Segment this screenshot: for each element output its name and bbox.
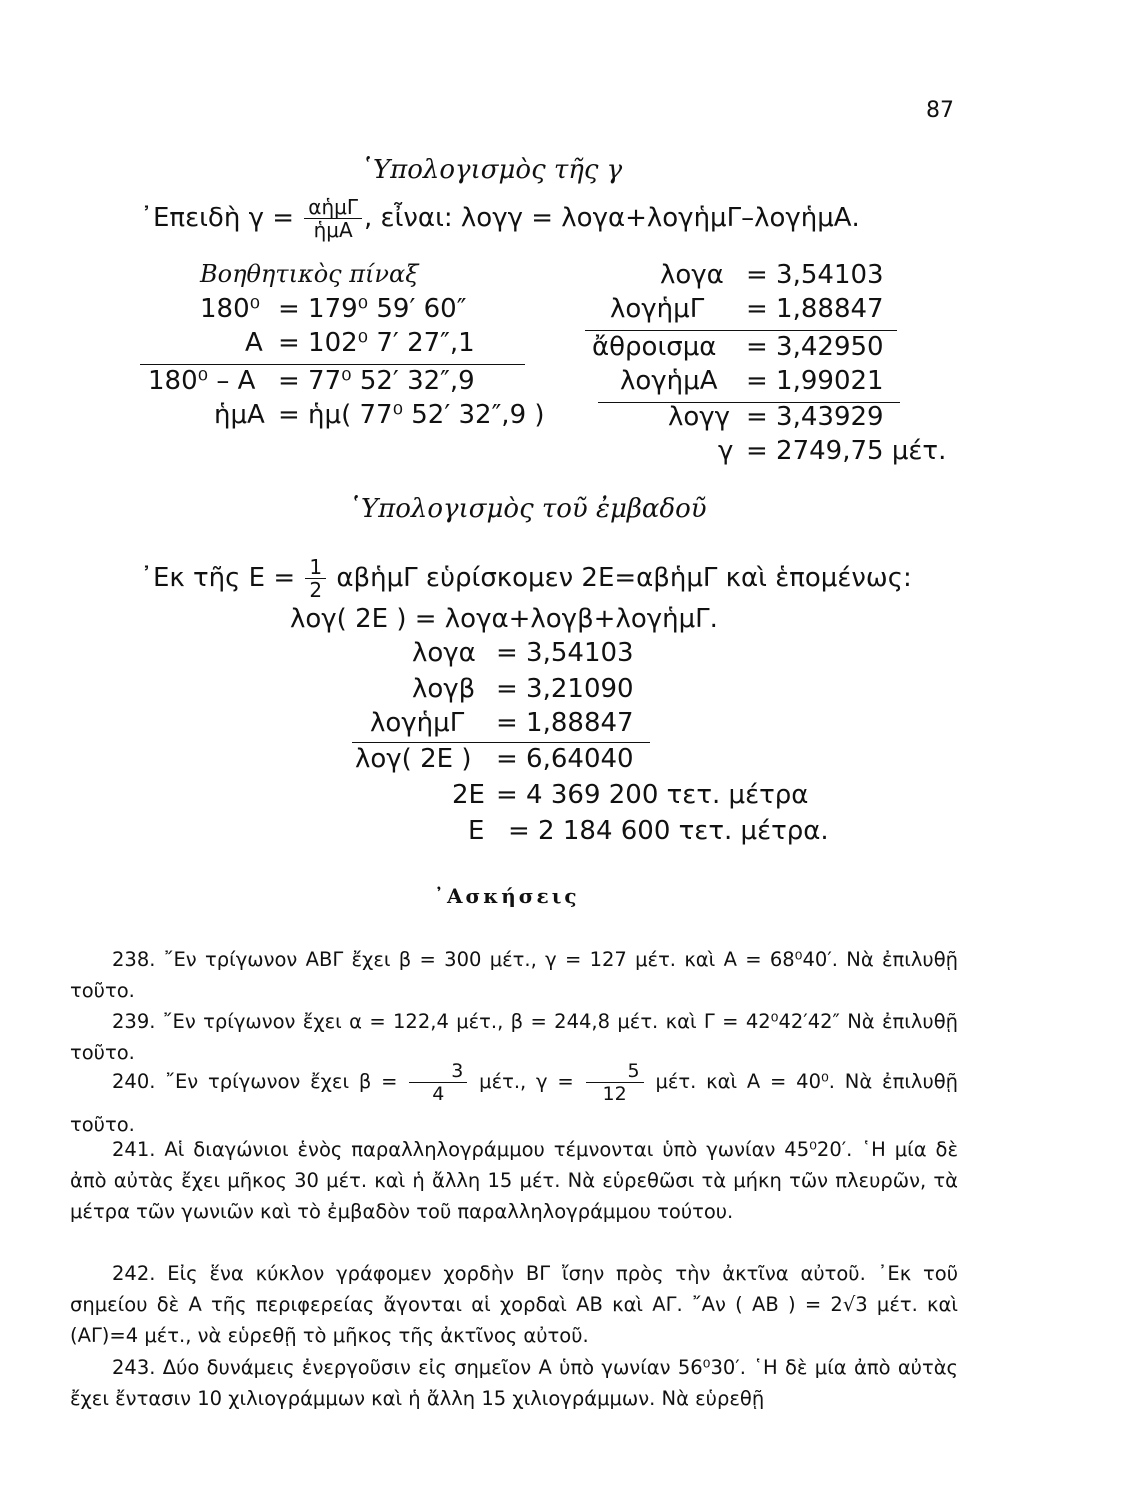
fraction-numerator: αἡμΓ [304, 196, 362, 219]
fraction-numerator: 5 [586, 1060, 644, 1083]
left-row: ἡμΑ [214, 400, 265, 430]
fraction-denominator: 4 [432, 1083, 445, 1105]
right-row: λογγ [668, 402, 731, 432]
exercise-number: 239. [112, 1010, 156, 1033]
auxiliary-table-title: Βοηθητικὸς πίναξ [200, 260, 419, 288]
exercise-238 [70, 944, 958, 1006]
exercise-number: 242. [112, 1262, 156, 1285]
left-row: Α [245, 328, 263, 358]
area-row-value: = 4 369 200 τετ. μέτρα [496, 780, 809, 810]
right-row-value: = 3,42950 [746, 332, 884, 362]
area-row-value: = 3,54103 [496, 638, 634, 668]
divider [352, 742, 650, 743]
intro-suffix: , εἶναι: λογγ = λογα+λογἡμΓ–λογἡμΑ. [364, 203, 860, 233]
intro-suffix: αβἡμΓ εὑρίσκομεν 2Ε=αβἡμΓ καὶ ἑπομένως: [336, 563, 912, 593]
left-row: 180⁰ – Α [148, 366, 256, 396]
exercise-text: Αἱ διαγώνιοι ἑνὸς παραλληλογράμμου τέμνονται ὑπὸ γωνίαν 45⁰20′. ῾Η μία δὲ ἀπὸ αὐτὰς ἔχει μῆκος 30 μέτ. καὶ ἡ ἄλλη 15 μέτ. Νὰ εὑρεθῶσι τὰ μήκη τῶν πλευρῶν, τὰ μέτρα τῶν γωνιῶν καὶ τὸ ἐμβαδὸν τοῦ παραλληλογράμμου τούτου. [70, 1138, 958, 1223]
exercise-text: ῎Εν τρίγωνον ἔχει β = [165, 1070, 398, 1093]
fraction [304, 196, 362, 241]
exercises-title: ᾿Ασκήσεις [434, 884, 580, 908]
area-row-value: = 3,21090 [496, 674, 634, 704]
fraction-denominator: 12 [602, 1083, 627, 1105]
intro-equation-gamma [140, 196, 860, 241]
right-row-value: = 2749,75 μέτ. [746, 436, 947, 466]
area-row-value: = 6,64040 [496, 744, 634, 774]
area-row: λογ( 2Ε ) [355, 744, 472, 774]
exercise-239 [70, 1006, 958, 1068]
exercise-240 [70, 1060, 958, 1145]
fraction-numerator: 3 [409, 1060, 467, 1083]
exercise-241 [70, 1134, 958, 1227]
fraction-denominator: ἡμΑ [313, 218, 353, 242]
left-row-value: = 77⁰ 52′ 32″,9 [278, 366, 475, 396]
area-row: Ε [468, 816, 485, 846]
right-row: γ [718, 436, 734, 466]
right-row: λογα [660, 260, 724, 290]
right-row: ἄθροισμα [592, 332, 717, 362]
area-row: λογα [412, 638, 476, 668]
left-row-value: = 102⁰ 7′ 27″,1 [278, 328, 475, 358]
divider [585, 330, 897, 331]
left-row-value: = ἡμ( 77⁰ 52′ 32″,9 ) [278, 400, 545, 430]
right-row: λογἡμΑ [620, 366, 718, 396]
exercise-number: 240. [112, 1070, 156, 1093]
area-row: λογἡμΓ [370, 708, 465, 738]
log-formula: λογ( 2Ε ) = λογα+λογβ+λογἡμΓ. [290, 604, 718, 634]
area-row-value: = 2 184 600 τετ. μέτρα. [508, 816, 829, 846]
fraction [305, 556, 326, 601]
right-row-value: = 1,88847 [746, 294, 884, 324]
right-row-value: = 1,99021 [746, 366, 884, 396]
intro-equation-area [140, 556, 912, 601]
right-row-value: = 3,43929 [746, 402, 884, 432]
exercise-number: 243. [112, 1356, 156, 1379]
exercise-number: 238. [112, 948, 156, 971]
area-row-value: = 1,88847 [496, 708, 634, 738]
area-row: 2Ε [452, 780, 485, 810]
intro-prefix: ᾿Εκ τῆς Ε = [140, 563, 296, 593]
fraction [409, 1060, 467, 1105]
exercise-text: ῎Εν τρίγωνον ΑΒΓ ἔχει β = 300 μέτ., γ = 127 μέτ. καὶ Α = 68⁰40′. Νὰ ἐπιλυθῇ τοῦτο. [70, 948, 958, 1002]
exercise-242 [70, 1258, 958, 1351]
exercise-243 [70, 1352, 958, 1414]
fraction-numerator: 1 [305, 556, 326, 579]
exercise-text: Δύο δυνάμεις ἐνεργοῦσιν εἰς σημεῖον Α ὑπὸ γωνίαν 56⁰30′. ῾Η δὲ μία ἀπὸ αὐτὰς ἔχει ἔντασιν 10 χιλιογράμμων καὶ ἡ ἄλλη 15 χιλιογράμμων. Νὰ εὑρεθῇ [70, 1356, 958, 1410]
right-row-value: = 3,54103 [746, 260, 884, 290]
exercise-text: μέτ. καὶ Α = 40⁰. Νὰ ἐπιλυθῇ τοῦτο. [70, 1070, 959, 1136]
right-row: λογἡμΓ [610, 294, 705, 324]
fraction [586, 1060, 644, 1105]
fraction-denominator: 2 [309, 578, 323, 602]
exercise-text: Εἰς ἕνα κύκλον γράφομεν χορδὴν ΒΓ ἴσην πρὸς τὴν ἀκτῖνα αὐτοῦ. ᾿Εκ τοῦ σημείου δὲ Α τῆς περιφερείας ἄγονται αἱ χορδαὶ ΑΒ καὶ ΑΓ. ῎Αν ( ΑΒ ) = 2√3 μέτ. καὶ (ΑΓ)=4 μέτ., νὰ εὑρεθῇ τὸ μῆκος τῆς ἀκτῖνος αὐτοῦ. [70, 1262, 958, 1347]
exercise-text: ῎Εν τρίγωνον ἔχει α = 122,4 μέτ., β = 244,8 μέτ. καὶ Γ = 42⁰42′42″ Νὰ ἐπιλυθῇ τοῦτο. [70, 1010, 958, 1064]
area-row: λογβ [412, 674, 476, 704]
section-heading-area: ῾Υπολογισμὸς τοῦ ἐμβαδοῦ [348, 494, 707, 524]
left-row: 180⁰ [200, 294, 261, 324]
page-number: 87 [926, 98, 954, 123]
exercise-text: μέτ., γ = [479, 1070, 574, 1093]
exercise-number: 241. [112, 1138, 156, 1161]
left-row-value: = 179⁰ 59′ 60″ [278, 294, 467, 324]
intro-prefix: ᾿Επειδὴ γ = [140, 203, 295, 233]
section-heading-gamma: ῾Υπολογισμὸς τῆς γ [360, 155, 623, 185]
divider [140, 364, 525, 365]
